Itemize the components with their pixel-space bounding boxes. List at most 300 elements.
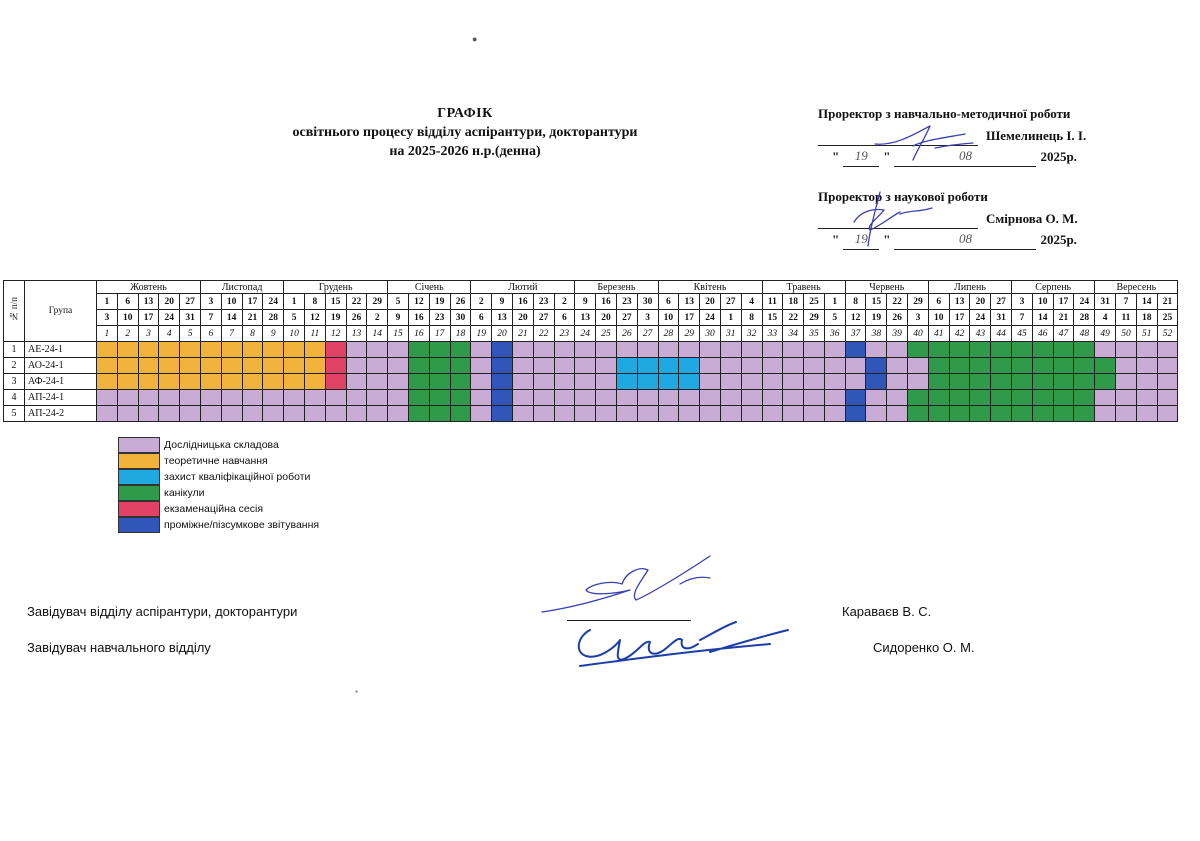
week-end-cell: 22 xyxy=(783,310,804,326)
schedule-cell xyxy=(1095,406,1116,422)
schedule-cell xyxy=(908,342,929,358)
schedule-cell xyxy=(554,358,575,374)
legend-swatch xyxy=(118,453,160,469)
approval-position: Проректор з наукової роботи xyxy=(818,189,988,204)
week-start-cell: 6 xyxy=(117,294,138,310)
week-start-cell: 23 xyxy=(533,294,554,310)
legend-swatch xyxy=(118,517,160,533)
schedule-cell xyxy=(991,358,1012,374)
week-number-cell: 17 xyxy=(429,326,450,342)
week-start-cell: 20 xyxy=(970,294,991,310)
head-aspirant-name: Караваєв В. С. xyxy=(842,604,932,619)
schedule-cell xyxy=(720,390,741,406)
schedule-cell xyxy=(824,358,845,374)
week-end-cell: 26 xyxy=(887,310,908,326)
schedule-cell xyxy=(221,406,242,422)
group-row xyxy=(4,390,1178,406)
schedule-cell xyxy=(429,358,450,374)
schedule-cell xyxy=(450,406,471,422)
scan-mark: ● xyxy=(355,690,359,695)
schedule-cell xyxy=(928,406,949,422)
week-start-cell: 8 xyxy=(845,294,866,310)
week-end-cell: 4 xyxy=(1095,310,1116,326)
schedule-cell xyxy=(1116,358,1137,374)
week-end-cell: 16 xyxy=(408,310,429,326)
week-end-cell: 19 xyxy=(866,310,887,326)
week-start-cell: 3 xyxy=(200,294,221,310)
schedule-cell xyxy=(866,342,887,358)
schedule-cell xyxy=(367,406,388,422)
schedule-cell xyxy=(762,342,783,358)
schedule-cell xyxy=(1053,374,1074,390)
week-end-cell: 27 xyxy=(533,310,554,326)
schedule-cell xyxy=(804,358,825,374)
schedule-cell xyxy=(263,406,284,422)
head-edu-name: Сидоренко О. М. xyxy=(873,640,975,655)
schedule-cell xyxy=(159,342,180,358)
month-header: Грудень xyxy=(284,281,388,294)
week-end-cell: 23 xyxy=(429,310,450,326)
legend-item xyxy=(118,453,319,469)
legend-swatch xyxy=(118,485,160,501)
legend-item xyxy=(118,517,319,533)
document-year: на 2025-2026 н.р.(денна) xyxy=(389,144,541,159)
schedule-cell xyxy=(512,374,533,390)
schedule-cell xyxy=(1012,406,1033,422)
schedule-cell xyxy=(200,358,221,374)
month-header: Листопад xyxy=(200,281,283,294)
schedule-cell xyxy=(450,390,471,406)
schedule-cell xyxy=(1136,358,1157,374)
schedule-cell xyxy=(949,374,970,390)
schedule-cell xyxy=(492,390,513,406)
schedule-cell xyxy=(1157,406,1178,422)
week-start-cell: 13 xyxy=(679,294,700,310)
week-number-cell: 2 xyxy=(117,326,138,342)
schedule-cell xyxy=(762,406,783,422)
week-start-cell: 10 xyxy=(221,294,242,310)
week-number-cell: 26 xyxy=(616,326,637,342)
schedule-cell xyxy=(887,374,908,390)
week-end-cell: 17 xyxy=(949,310,970,326)
schedule-cell xyxy=(1012,342,1033,358)
schedule-cell xyxy=(180,406,201,422)
week-start-cell: 17 xyxy=(1053,294,1074,310)
schedule-cell xyxy=(408,342,429,358)
week-start-cell: 4 xyxy=(741,294,762,310)
week-end-cell: 20 xyxy=(596,310,617,326)
schedule-cell xyxy=(596,390,617,406)
schedule-cell xyxy=(492,342,513,358)
legend-item xyxy=(118,437,319,453)
schedule-cell xyxy=(887,342,908,358)
schedule-cell xyxy=(346,390,367,406)
group-index: 1 xyxy=(4,342,25,358)
schedule-cell xyxy=(928,374,949,390)
schedule-cell xyxy=(284,358,305,374)
legend-label: канікули xyxy=(164,487,205,499)
week-end-cell: 7 xyxy=(1012,310,1033,326)
approval-month: 08 xyxy=(894,146,1036,167)
schedule-cell xyxy=(242,390,263,406)
schedule-cell xyxy=(450,374,471,390)
schedule-cell xyxy=(575,406,596,422)
schedule-cell xyxy=(1074,342,1095,358)
schedule-cell xyxy=(1074,374,1095,390)
week-start-cell: 17 xyxy=(242,294,263,310)
week-start-cell: 2 xyxy=(554,294,575,310)
schedule-cell xyxy=(866,406,887,422)
legend-swatch xyxy=(118,469,160,485)
schedule-cell xyxy=(471,406,492,422)
week-number-cell: 29 xyxy=(679,326,700,342)
schedule-cell xyxy=(783,406,804,422)
week-end-cell: 10 xyxy=(658,310,679,326)
schedule-cell xyxy=(741,374,762,390)
schedule-cell xyxy=(1074,406,1095,422)
schedule-cell xyxy=(679,358,700,374)
scan-mark: ● xyxy=(472,34,478,44)
schedule-cell xyxy=(221,374,242,390)
week-end-cell: 15 xyxy=(762,310,783,326)
schedule-cell xyxy=(221,342,242,358)
schedule-cell xyxy=(866,390,887,406)
schedule-cell xyxy=(554,342,575,358)
schedule-cell xyxy=(1053,358,1074,374)
schedule-cell xyxy=(388,342,409,358)
schedule-cell xyxy=(346,342,367,358)
schedule-cell xyxy=(388,374,409,390)
schedule-cell xyxy=(138,374,159,390)
schedule-cell xyxy=(991,342,1012,358)
index-column-label: № п/п xyxy=(9,297,19,322)
week-number-cell: 8 xyxy=(242,326,263,342)
schedule-cell xyxy=(700,390,721,406)
schedule-cell xyxy=(304,390,325,406)
week-end-cell: 18 xyxy=(1136,310,1157,326)
document-title: ГРАФІК xyxy=(437,106,493,121)
schedule-cell xyxy=(1095,358,1116,374)
schedule-cell xyxy=(533,342,554,358)
schedule-cell xyxy=(1012,358,1033,374)
month-header: Січень xyxy=(388,281,471,294)
schedule-cell xyxy=(325,374,346,390)
week-start-cell: 16 xyxy=(596,294,617,310)
schedule-cell xyxy=(138,406,159,422)
week-number-cell: 18 xyxy=(450,326,471,342)
week-start-cell: 25 xyxy=(804,294,825,310)
legend xyxy=(118,437,319,533)
schedule-cell xyxy=(200,342,221,358)
month-header: Лютий xyxy=(471,281,575,294)
schedule-cell xyxy=(263,342,284,358)
schedule-cell xyxy=(866,358,887,374)
schedule-cell xyxy=(408,358,429,374)
schedule-cell xyxy=(180,342,201,358)
schedule-cell xyxy=(679,406,700,422)
week-end-cell: 3 xyxy=(97,310,118,326)
schedule-cell xyxy=(533,374,554,390)
schedule-cell xyxy=(1032,374,1053,390)
schedule-cell xyxy=(824,342,845,358)
month-header: Серпень xyxy=(1012,281,1095,294)
schedule-cell xyxy=(408,374,429,390)
schedule-cell xyxy=(658,342,679,358)
week-number-cell: 21 xyxy=(512,326,533,342)
schedule-cell xyxy=(596,358,617,374)
week-number-cell: 12 xyxy=(325,326,346,342)
week-start-cell: 20 xyxy=(700,294,721,310)
week-number-cell: 39 xyxy=(887,326,908,342)
schedule-cell xyxy=(325,342,346,358)
schedule-cell xyxy=(533,390,554,406)
week-number-row xyxy=(4,326,1178,342)
schedule-cell xyxy=(1032,358,1053,374)
schedule-cell xyxy=(928,358,949,374)
schedule-cell xyxy=(367,342,388,358)
schedule-cell xyxy=(117,406,138,422)
week-number-cell: 13 xyxy=(346,326,367,342)
week-start-cell: 30 xyxy=(637,294,658,310)
schedule-cell xyxy=(304,358,325,374)
week-end-cell: 30 xyxy=(450,310,471,326)
schedule-cell xyxy=(1053,390,1074,406)
week-end-cell: 6 xyxy=(471,310,492,326)
schedule-cell xyxy=(242,374,263,390)
week-number-cell: 20 xyxy=(492,326,513,342)
schedule-cell xyxy=(1116,342,1137,358)
schedule-cell xyxy=(616,406,637,422)
schedule-cell xyxy=(284,406,305,422)
week-start-cell: 3 xyxy=(1012,294,1033,310)
schedule-cell xyxy=(284,390,305,406)
week-end-cell: 14 xyxy=(1032,310,1053,326)
week-end-cell: 17 xyxy=(679,310,700,326)
schedule-cell xyxy=(741,358,762,374)
week-number-cell: 44 xyxy=(991,326,1012,342)
schedule-cell xyxy=(575,390,596,406)
week-number-cell: 23 xyxy=(554,326,575,342)
schedule-cell xyxy=(616,374,637,390)
week-end-cell: 29 xyxy=(804,310,825,326)
week-number-cell: 5 xyxy=(180,326,201,342)
schedule-cell xyxy=(242,358,263,374)
week-start-cell: 15 xyxy=(325,294,346,310)
schedule-cell xyxy=(97,390,118,406)
week-number-cell: 41 xyxy=(928,326,949,342)
approval-day: 19 xyxy=(843,229,879,250)
week-end-cell: 12 xyxy=(304,310,325,326)
group-name: АЕ-24-1 xyxy=(25,342,97,358)
week-start-cell: 10 xyxy=(1032,294,1053,310)
schedule-cell xyxy=(783,342,804,358)
schedule-cell xyxy=(845,342,866,358)
schedule-cell xyxy=(284,374,305,390)
week-start-cell: 29 xyxy=(367,294,388,310)
week-end-cell: 26 xyxy=(346,310,367,326)
schedule-cell xyxy=(284,342,305,358)
schedule-cell xyxy=(762,390,783,406)
week-start-cell: 26 xyxy=(450,294,471,310)
week-start-cell: 8 xyxy=(304,294,325,310)
schedule-cell xyxy=(845,406,866,422)
approval-year: 2025р. xyxy=(1040,149,1077,164)
week-start-cell: 20 xyxy=(159,294,180,310)
week-number-cell: 16 xyxy=(408,326,429,342)
week-number-cell: 28 xyxy=(658,326,679,342)
week-number-cell: 50 xyxy=(1116,326,1137,342)
schedule-cell xyxy=(637,342,658,358)
schedule-cell xyxy=(221,390,242,406)
schedule-cell xyxy=(596,374,617,390)
schedule-cell xyxy=(471,358,492,374)
schedule-cell xyxy=(949,390,970,406)
month-header: Квітень xyxy=(658,281,762,294)
week-start-cell: 5 xyxy=(388,294,409,310)
week-number-cell: 49 xyxy=(1095,326,1116,342)
week-end-cell: 3 xyxy=(637,310,658,326)
schedule-cell xyxy=(138,390,159,406)
schedule-cell xyxy=(304,406,325,422)
week-number-cell: 24 xyxy=(575,326,596,342)
schedule-cell xyxy=(346,358,367,374)
schedule-cell xyxy=(887,358,908,374)
week-number-cell: 43 xyxy=(970,326,991,342)
month-header: Липень xyxy=(928,281,1011,294)
schedule-cell xyxy=(367,358,388,374)
schedule-cell xyxy=(1053,342,1074,358)
schedule-cell xyxy=(1116,390,1137,406)
index-column-header xyxy=(4,281,25,342)
week-start-cell: 6 xyxy=(658,294,679,310)
group-row xyxy=(4,374,1178,390)
schedule-cell xyxy=(221,358,242,374)
schedule-cell xyxy=(720,342,741,358)
week-number-cell: 47 xyxy=(1053,326,1074,342)
schedule-cell xyxy=(970,342,991,358)
schedule-cell xyxy=(388,390,409,406)
week-end-cell: 13 xyxy=(492,310,513,326)
schedule-cell xyxy=(700,374,721,390)
week-number-cell: 25 xyxy=(596,326,617,342)
schedule-cell xyxy=(388,406,409,422)
schedule-cell xyxy=(97,406,118,422)
schedule-cell xyxy=(1157,342,1178,358)
week-end-cell: 31 xyxy=(180,310,201,326)
schedule-cell xyxy=(804,390,825,406)
approval-month: 08 xyxy=(894,229,1036,250)
schedule-cell xyxy=(679,374,700,390)
schedule-cell xyxy=(408,406,429,422)
schedule-cell xyxy=(408,390,429,406)
approval-block-second: Проректор з наукової роботи Смірнова О. М. " 19 " 08 2025р. xyxy=(818,187,1158,250)
week-end-cell: 3 xyxy=(908,310,929,326)
schedule-cell xyxy=(1032,406,1053,422)
schedule-cell xyxy=(887,390,908,406)
schedule-cell xyxy=(180,390,201,406)
schedule-table xyxy=(3,280,1178,422)
schedule-cell xyxy=(658,406,679,422)
week-number-cell: 30 xyxy=(700,326,721,342)
schedule-cell xyxy=(180,358,201,374)
month-header: Березень xyxy=(575,281,658,294)
legend-swatch xyxy=(118,437,160,453)
week-start-cell: 9 xyxy=(492,294,513,310)
schedule-cell xyxy=(845,390,866,406)
schedule-cell xyxy=(720,374,741,390)
week-end-cell: 24 xyxy=(700,310,721,326)
week-start-cell: 12 xyxy=(408,294,429,310)
week-end-cell: 9 xyxy=(388,310,409,326)
week-number-cell: 33 xyxy=(762,326,783,342)
week-end-cell: 27 xyxy=(616,310,637,326)
week-number-cell: 36 xyxy=(824,326,845,342)
group-name: АП-24-2 xyxy=(25,406,97,422)
schedule-cell xyxy=(388,358,409,374)
schedule-cell xyxy=(429,374,450,390)
legend-label: теоретичне навчання xyxy=(164,455,268,467)
group-name: АО-24-1 xyxy=(25,358,97,374)
week-start-cell: 2 xyxy=(471,294,492,310)
schedule-cell xyxy=(887,406,908,422)
schedule-cell xyxy=(1074,358,1095,374)
signature-second xyxy=(840,182,970,252)
schedule-cell xyxy=(512,342,533,358)
week-end-cell: 19 xyxy=(325,310,346,326)
month-header: Червень xyxy=(845,281,928,294)
schedule-cell xyxy=(616,390,637,406)
week-end-cell: 25 xyxy=(1157,310,1178,326)
schedule-cell xyxy=(804,374,825,390)
schedule-cell xyxy=(783,358,804,374)
week-number-cell: 51 xyxy=(1136,326,1157,342)
week-end-cell: 13 xyxy=(575,310,596,326)
week-number-cell: 37 xyxy=(845,326,866,342)
schedule-cell xyxy=(741,406,762,422)
schedule-cell xyxy=(429,406,450,422)
schedule-cell xyxy=(616,358,637,374)
schedule-cell xyxy=(908,358,929,374)
week-end-cell: 24 xyxy=(970,310,991,326)
schedule-cell xyxy=(492,358,513,374)
week-end-cell: 31 xyxy=(991,310,1012,326)
schedule-cell xyxy=(741,342,762,358)
week-number-cell: 45 xyxy=(1012,326,1033,342)
week-start-cell: 14 xyxy=(1136,294,1157,310)
week-start-row xyxy=(4,294,1178,310)
schedule-cell xyxy=(159,406,180,422)
week-number-cell: 7 xyxy=(221,326,242,342)
schedule-cell xyxy=(117,390,138,406)
schedule-cell xyxy=(429,342,450,358)
schedule-cell xyxy=(637,374,658,390)
month-header: Вересень xyxy=(1095,281,1178,294)
schedule-cell xyxy=(159,374,180,390)
signature-first xyxy=(855,116,985,166)
week-end-cell: 28 xyxy=(1074,310,1095,326)
schedule-cell xyxy=(783,390,804,406)
schedule-cell xyxy=(1032,390,1053,406)
schedule-cell xyxy=(908,374,929,390)
week-number-cell: 32 xyxy=(741,326,762,342)
week-number-cell: 42 xyxy=(949,326,970,342)
schedule-cell xyxy=(575,342,596,358)
schedule-cell xyxy=(1157,390,1178,406)
week-number-cell: 6 xyxy=(200,326,221,342)
schedule-cell xyxy=(1157,358,1178,374)
schedule-cell xyxy=(949,342,970,358)
schedule-cell xyxy=(325,358,346,374)
